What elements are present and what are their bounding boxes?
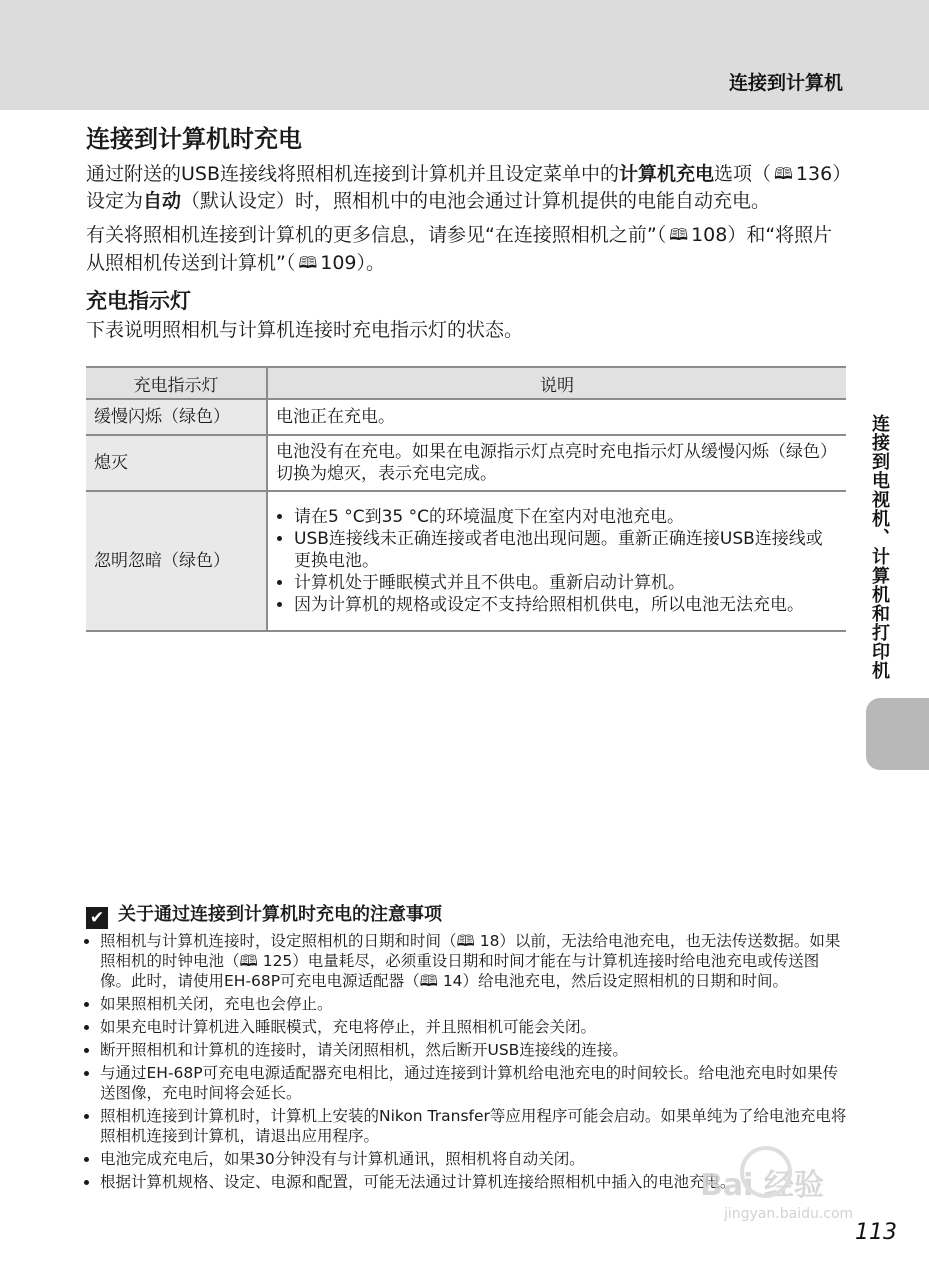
check-icon: ✔ <box>86 907 108 929</box>
table-row <box>86 491 846 631</box>
list-item: • 计算机处于睡眠模式并且不供电。重新启动计算机。 <box>294 572 838 594</box>
watermark-url: jingyan.baidu.com <box>724 1206 854 1222</box>
main-content <box>86 122 846 350</box>
description-cell: 电池正在充电。 <box>267 399 846 435</box>
book-icon: 🕮 <box>298 253 318 272</box>
table-header-row <box>86 367 846 399</box>
status-cell: 熄灭 <box>86 435 267 491</box>
page-number: 113 <box>855 1220 897 1245</box>
list-item: • 照相机与计算机连接时，设定照相机的日期和时间（🕮 18）以前，无法给电池充电，也无法传送数据。如果照相机的时钟电池（🕮 125）电量耗尽，必须重设日期和时间才能在与计算机连接时给电池充电或传送图像。此时，请使用EH-68P可充电电源适配器（🕮 14）给电池充电，然后设定照相机的日期和时间。 <box>100 931 848 991</box>
table-header: 充电指示灯 <box>86 367 267 399</box>
more-info-paragraph: 有关将照相机连接到计算机的更多信息，请参见“在连接照相机之前”（ 🕮 108）和“将照片从照相机传送到计算机”（ 🕮 109）。 <box>86 221 846 277</box>
notes-title: ✔ 关于通过连接到计算机时充电的注意事项 <box>86 902 848 929</box>
list-item: • 照相机连接到计算机时，计算机上安装的Nikon Transfer等应用程序可能会启动。如果单纯为了给电池充电将照相机连接到计算机，请退出应用程序。 <box>100 1106 848 1146</box>
paw-icon <box>740 1146 792 1198</box>
intro-paragraph: 通过附送的USB连接线将照相机连接到计算机并且设定菜单中的计算机充电选项（ 🕮 136）设定为自动（默认设定）时，照相机中的电池会通过计算机提供的电能自动充电。 <box>86 160 846 215</box>
status-cell: 缓慢闪烁（绿色） <box>86 399 267 435</box>
book-icon: 🕮 <box>774 164 793 183</box>
list-item: • 如果充电时计算机进入睡眠模式，充电将停止，并且照相机可能会关闭。 <box>100 1017 848 1037</box>
list-item: • 请在5 °C到35 °C的环境温度下在室内对电池充电。 <box>294 506 838 528</box>
indicator-table <box>86 366 846 632</box>
header-title: 连接到计算机 <box>728 72 843 94</box>
list-item: • 根据计算机规格、设定、电源和配置，可能无法通过计算机连接给照相机中插入的电池充电。 <box>100 1172 848 1192</box>
list-item: • 与通过EH-68P可充电电源适配器充电相比，通过连接到计算机给电池充电的时间较长。给电池充电时如果传送图像，充电时间将会延长。 <box>100 1063 848 1103</box>
notes-list <box>86 931 848 1192</box>
section-title: 连接到计算机时充电 <box>86 125 302 153</box>
description-list <box>276 506 838 616</box>
chapter-tab-marker <box>866 698 929 770</box>
list-item: • 断开照相机和计算机的连接时，请关闭照相机，然后断开USB连接线的连接。 <box>100 1040 848 1060</box>
book-icon: 🕮 <box>669 225 689 244</box>
status-cell: 忽明忽暗（绿色） <box>86 491 267 631</box>
table-header: 说明 <box>267 367 846 399</box>
notes-section <box>86 902 848 1195</box>
indicator-intro: 下表说明照相机与计算机连接时充电指示灯的状态。 <box>86 319 524 341</box>
table-row <box>86 399 846 435</box>
list-item: • USB连接线未正确连接或者电池出现问题。重新正确连接USB连接线或更换电池。 <box>294 528 838 572</box>
page-ref: 136 <box>795 163 833 185</box>
list-item: • 电池完成充电后，如果30分钟没有与计算机通讯，照相机将自动关闭。 <box>100 1149 848 1169</box>
list-item: • 如果照相机关闭，充电也会停止。 <box>100 994 848 1014</box>
indicator-title: 充电指示灯 <box>86 289 191 313</box>
watermark-brand: Bai 经验 <box>700 1168 824 1203</box>
chapter-tab-label: 连接到电视机、计算机和打印机 <box>869 414 890 680</box>
page-ref: 109 <box>320 252 357 274</box>
description-cell <box>267 491 846 631</box>
description-cell: 电池没有在充电。如果在电源指示灯点亮时充电指示灯从缓慢闪烁（绿色）切换为熄灭，表示充电完成。 <box>267 435 846 491</box>
page-ref: 108 <box>691 224 728 246</box>
list-item: • 因为计算机的规格或设定不支持给照相机供电，所以电池无法充电。 <box>294 594 838 616</box>
table-row <box>86 435 846 491</box>
watermark <box>700 1160 854 1222</box>
